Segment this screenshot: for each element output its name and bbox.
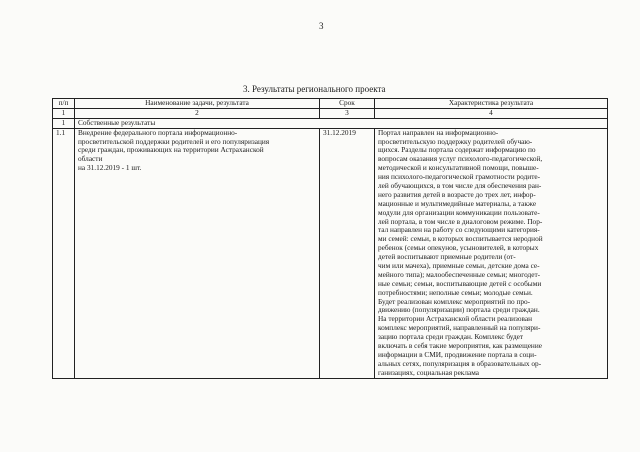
description-line: мейного типа); малообеспеченные семьи; многодет- [378,270,541,279]
section-title: 3. Результаты регионального проекта [243,84,386,94]
description-line: ния психолого-педагогической грамотности родите- [378,173,541,182]
group-number: 1 [53,118,75,128]
description-line: ганизациях, социальная реклама [378,368,480,377]
column-numbers-row [53,108,608,118]
header-deadline: Срок [320,99,375,109]
column-number: 3 [320,108,375,118]
description-line: комплекс мероприятий, направленный на популяри- [378,324,541,333]
results-table [52,98,608,379]
description-line: вопросам оказания услуг психолого-педагогической, [378,155,543,164]
description-line: методической и консультативной помощи, повыше- [378,164,539,173]
description-cell [375,128,608,378]
description-line: лей обучающихся, в том числе для обеспечения ран- [378,182,542,191]
group-title: Собственные результаты [75,118,608,128]
description-line: информации в СМИ, продвижение портала в соци- [378,350,537,359]
description-line: альных сетях, популяризация в образовательных ор- [378,359,542,368]
description-line: включать в себя такие мероприятия, как размещение [378,342,542,351]
description-line: Портал направлен на информационно- [378,128,499,137]
description-line: На территории Астраханской области реализован [378,315,532,324]
description-line: ми семей: семьи, в которых воспитывается неродной [378,235,543,244]
description-line: движению (популяризации) портала среди граждан. [378,306,540,315]
header-task: Наименование задачи, результата [75,99,320,109]
description-line: ребенок (семьи опекунов, усыновителей, в которых [378,244,539,253]
task-cell [75,128,320,378]
task-line: среди граждан, проживающих на территории Астраханской [78,145,264,155]
description-line: него развития детей в возрасте до трех лет, инфор- [378,190,536,199]
description-line: ные семьи; семьи, воспитывающие детей с особыми [378,279,542,288]
column-number: 2 [75,108,320,118]
description-line: детей воспитывают приемные родители (от- [378,253,516,262]
deadline-cell: 31.12.2019 [320,128,375,378]
description-line: мационные и мультимедийные материалы, а также [378,199,537,208]
header-result: Характеристика результата [375,99,608,109]
description-line: зацию портала среди граждан. Комплекс будет [378,333,524,342]
description-line: чим или мачеха), приемные семьи, детские дома се- [378,262,540,271]
description-line: Будет реализован комплекс мероприятий по про- [378,297,531,306]
header-row [53,99,608,109]
description-line: лей портала, в том числе в диалоговом режиме. Пор- [378,217,543,226]
result-row [53,128,608,378]
task-line: на 31.12.2019 - 1 шт. [78,163,142,173]
column-number: 1 [53,108,75,118]
page-number: 3 [319,21,324,31]
description-line: просветительскую поддержку родителей обучаю- [378,137,533,146]
row-number: 1.1 [53,128,75,378]
column-number: 4 [375,108,608,118]
task-line: просветительской поддержки родителей и его популяризация [78,136,270,146]
task-line: области [78,154,103,164]
description-line: щихся. Разделы портала содержат информацию по [378,146,536,155]
header-number: п/п [53,99,75,109]
description-line: тал направлен на работу со следующими категория- [378,226,540,235]
group-row [53,118,608,128]
description-line: потребностями; неполные семьи; молодые семьи. [378,288,533,297]
description-line: модули для организации коммуникации пользовате- [378,208,540,217]
task-line: Внедрение федерального портала информационно- [78,127,238,137]
